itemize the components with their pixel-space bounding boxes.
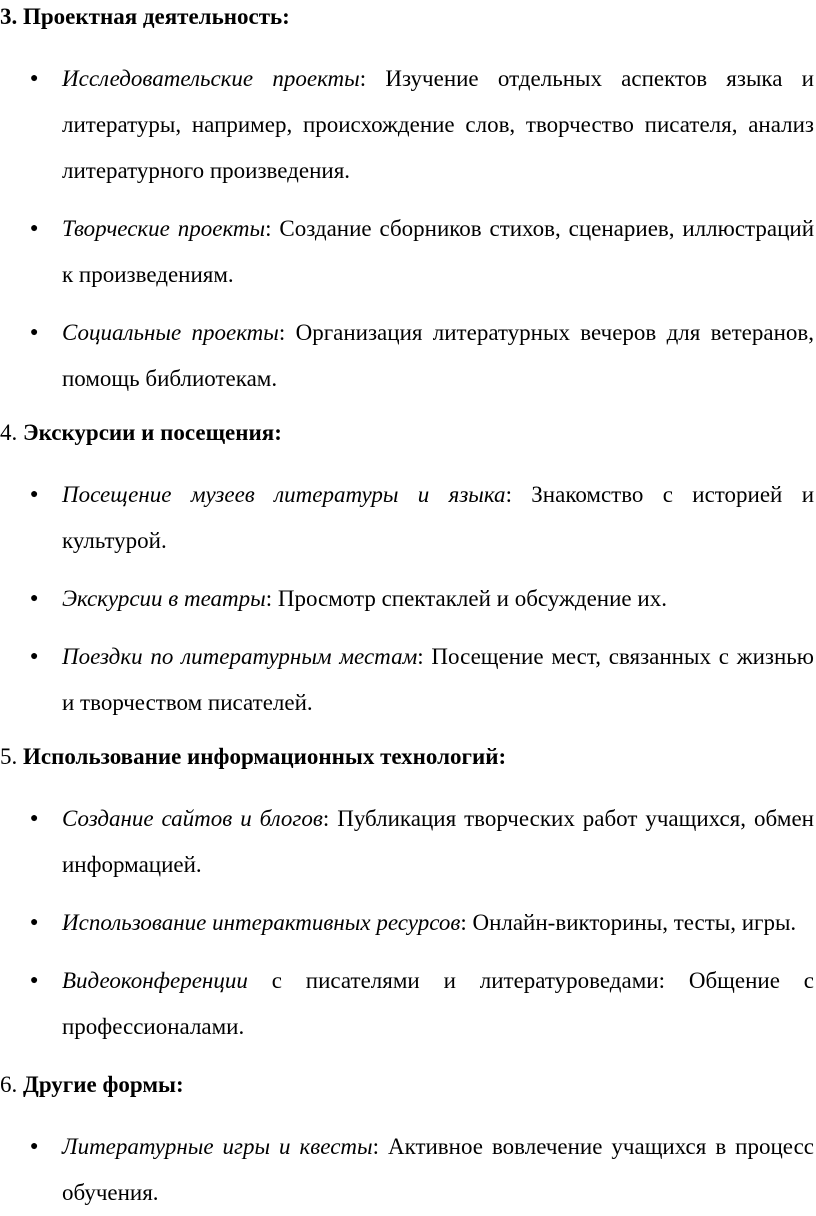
section-number: 6.: [0, 1072, 18, 1097]
item-list: [0, 1124, 816, 1216]
bullet-icon: ●: [30, 591, 39, 606]
section-5: [0, 734, 816, 1050]
item-text: Просмотр спектаклей и обсуждение их.: [272, 586, 667, 611]
item-text: Организация литературных вечеров для ветеранов, помощь библиотекам.: [62, 320, 814, 391]
section-heading: [0, 1062, 816, 1108]
section-title: Экскурсии и посещения:: [23, 420, 282, 445]
bullet-icon: ●: [30, 915, 39, 930]
item-separator: :: [322, 806, 330, 831]
section-number: 3.: [0, 4, 18, 29]
item-term: Посещение музеев литературы и языка: [62, 482, 506, 507]
item-separator: :: [417, 644, 424, 669]
item-separator: :: [505, 482, 512, 507]
bullet-icon: ●: [30, 1139, 39, 1154]
item-term: Видеоконференции: [62, 968, 248, 993]
list-item: [0, 206, 816, 298]
item-separator: :: [265, 586, 273, 611]
list-item: [0, 900, 816, 946]
item-text: Активное вовлечение учащихся в процесс обучения.: [62, 1134, 814, 1205]
bullet-icon: ●: [30, 71, 39, 86]
item-list: [0, 796, 816, 1050]
list-item: [0, 56, 816, 194]
item-term: Экскурсии в театры: [62, 586, 266, 611]
section-heading: [0, 0, 816, 40]
section-title: Другие формы:: [23, 1072, 184, 1097]
item-term: Создание сайтов и блогов: [62, 806, 323, 831]
bullet-icon: ●: [30, 325, 39, 340]
bullet-icon: ●: [30, 973, 39, 988]
item-list: [0, 56, 816, 402]
section-heading: [0, 734, 816, 780]
section-title: Проектная деятельность:: [23, 4, 290, 29]
list-item: [0, 576, 816, 622]
bullet-icon: ●: [30, 487, 39, 502]
section-number: 4.: [0, 420, 18, 445]
item-text: Посещение мест, связанных с жизнью и творчеством писателей.: [62, 644, 814, 715]
item-list: [0, 472, 816, 726]
item-term: Использование интерактивных ресурсов: [62, 910, 461, 935]
bullet-icon: ●: [30, 221, 39, 236]
item-separator: :: [372, 1134, 379, 1159]
section-heading: [0, 410, 816, 456]
section-3: [0, 0, 816, 402]
item-term: Исследовательские проекты: [62, 66, 360, 91]
item-text: Создание сборников стихов, сценариев, иллюстраций к произведениям.: [62, 216, 814, 287]
item-term: Литературные игры и квесты: [62, 1134, 373, 1159]
item-term: Социальные проекты: [62, 320, 279, 345]
list-item: [0, 1124, 816, 1216]
item-separator: :: [359, 66, 367, 91]
section-title: Использование информационных технологий:: [23, 744, 507, 769]
item-text: Публикация творческих работ учащихся, обмен информацией.: [62, 806, 814, 877]
section-number: 5.: [0, 744, 18, 769]
bullet-icon: ●: [30, 649, 39, 664]
item-term: Поездки по литературным местам: [62, 644, 418, 669]
item-separator: :: [265, 216, 272, 241]
item-separator: :: [278, 320, 286, 345]
bullet-icon: ●: [30, 811, 39, 826]
item-text: Онлайн-викторины, тесты, игры.: [466, 910, 797, 935]
item-term: Творческие проекты: [62, 216, 266, 241]
list-item: [0, 958, 816, 1050]
section-6: [0, 1062, 816, 1216]
list-item: [0, 634, 816, 726]
item-text: Изучение отдельных аспектов языка и литературы, например, происхождение слов, творчество писателя, анализ литературного произведения.: [62, 66, 814, 183]
section-4: [0, 410, 816, 726]
item-separator: :: [460, 910, 467, 935]
list-item: [0, 796, 816, 888]
list-item: [0, 472, 816, 564]
item-text: Знакомство с историей и культурой.: [62, 482, 814, 553]
list-item: [0, 310, 816, 402]
item-text: с писателями и литературоведами: Общение с профессионалами.: [62, 968, 814, 1039]
